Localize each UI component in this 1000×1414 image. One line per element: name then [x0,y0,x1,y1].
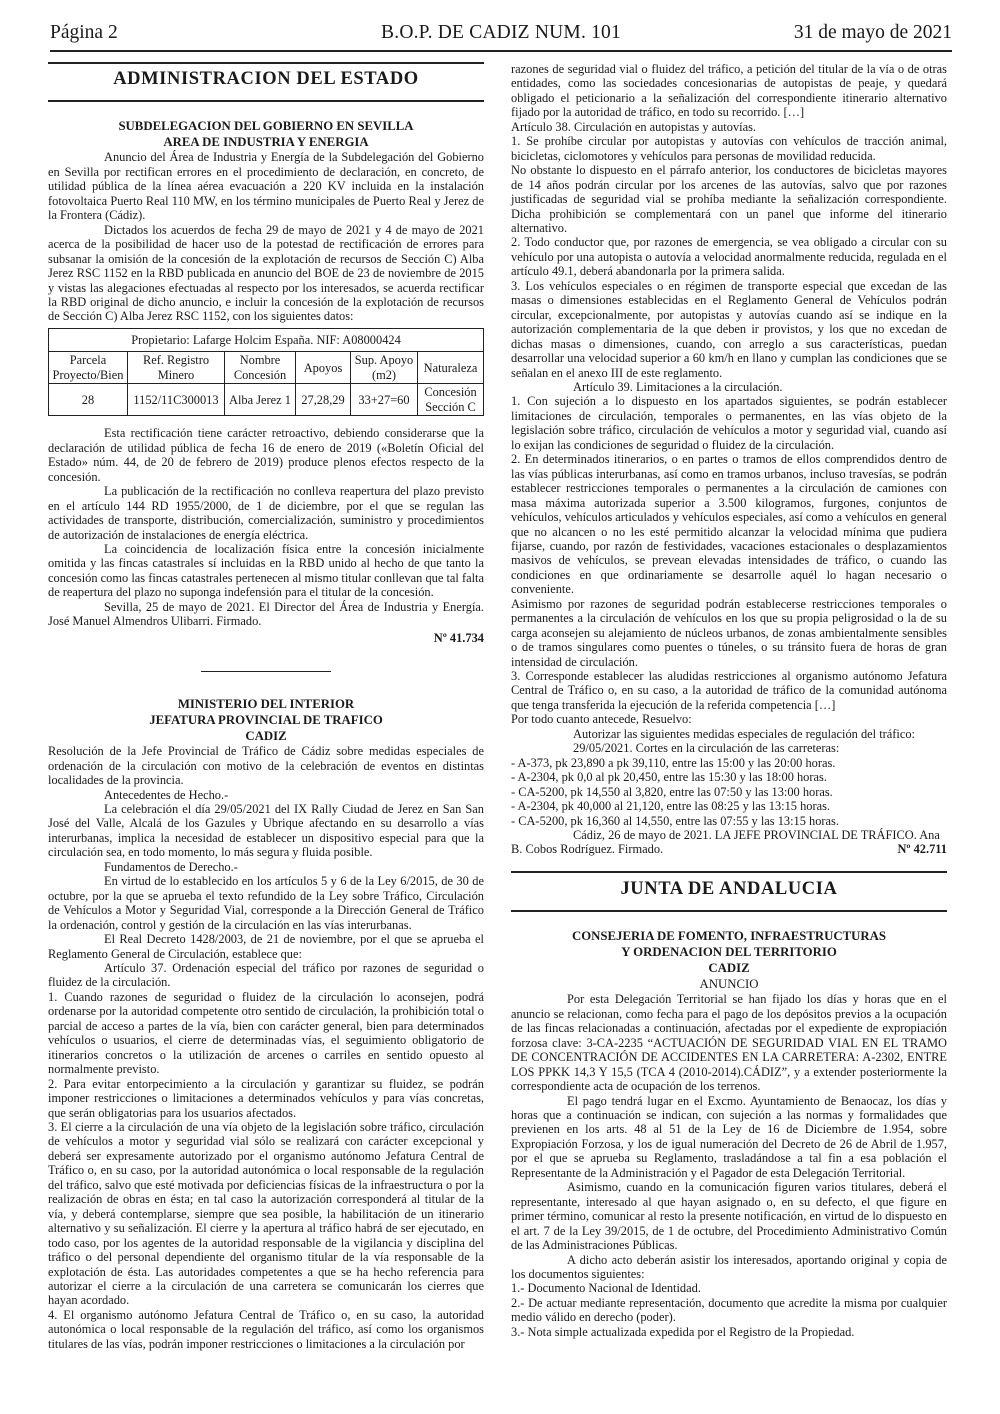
reference-number: Nº 42.711 [897,842,947,857]
paragraph: Asimismo por razones de seguridad podrán establecerse restricciones temporales o permanentes a la circulación de vehículos en los que su propia peligrosidad o la de su carga aconsejen su alejamiento de núcleos urbanos, de zonas ambientalmente sensibles o de tramos singulares como puentes o túneles, o su tránsito fuera de horas de gran intensidad de circulación. [511,596,947,669]
document-item: 2.- De actuar mediante representación, documento que acredite la misma por cualquier medio válido en derecho (poder). [511,1295,947,1325]
paragraph: 2. Para evitar entorpecimiento a la circulación y garantizar su fluidez, se podrán imponer restricciones o limitaciones a determinados vehículos y para vías concretas, que serán obligatorias para los usuarios afectados. [48,1076,484,1120]
left-column [48,62,484,1351]
road-item: - CA-5200, pk 14,550 al 3,820, entre las 07:50 y las 13:00 horas. [511,784,833,799]
paragraph: 1. Cuando razones de seguridad o fluidez de la circulación lo aconsejen, podrá ordenarse por la autoridad competente otro sentido de circulación, la prohibición total o parcial de acceso a partes de la vía, bien con carácter general, bien para determinados vehículos o usuarios, el cierre de determinadas vías, el seguimiento obligatorio de itinerarios concretos o la utilización de arcenes o carriles en sentido opuesto al normalmente previsto. [48,989,484,1077]
table-row [49,384,484,416]
table-header-cell: Parcela Proyecto/Bien [49,352,128,384]
paragraph: 3. El cierre a la circulación de una vía objeto de la legislación sobre tráfico, circulación de vehículos a motor y seguridad vial sólo se realizará con carácter excepcional y deberá ser expresamente autorizado por el organismo autónomo Jefatura Central de Tráfico o, en su caso, por la autoridad autonómica o local responsable de la regulación del tráfico, salvo que esté motivada por deficiencias físicas de la infraestructura o por la realización de obras en ésta; en tal caso la autorización corresponderá al titular de la vía, y deberá contemplarse, siempre que sea posible, la habilitación de un itinerario alternativo y su señalización. El cierre y la apertura al tráfico habrá de ser ejecutado, en todo caso, por los agentes de la autoridad responsable de la vigilancia y disciplina del tráfico o del personal dependiente del organismo titular de la vía responsable de la explotación de ésta. Las autoridades competentes a que se ha hecho referencia para autorizar el cierre a la circulación de una carretera se comunicarán los cierres que hayan acordado. [48,1119,484,1308]
table-cell: 27,28,29 [296,384,351,416]
org-cadiz: CADIZ [708,961,750,976]
paragraph: 2. En determinados itinerarios, o en partes o tramos de ellos comprendidos dentro de las vías públicas interurbanas, así como en tramos urbanos, incluso travesías, se podrán establecer restricciones temporales o permanentes a la circulación de camiones con masa máxima autorizada superior a 3.500 kilogramos, furgones, conjuntos de vehículos, vehículos articulados y vehículos especiales, así como a vehículos en general que no alcancen o no les esté permitido alcanzar la velocidad mínima que pudiera fijarse, cuando, por razón de festividades, vacaciones estacionales o desplazamientos masivos de vehículos, se prevean elevadas intensidades de tráfico, o cuando las condiciones en que ordinariamente se desarrolle aquél lo hagan necesario o conveniente. [511,452,947,597]
paragraph: La celebración el día 29/05/2021 del IX Rally Ciudad de Jerez en San San José del Valle, Alcalá de los Gazules y Ubrique afectando en su desarrollo a vías interurbanas, implica la necesidad de establecer un dispositivo especial para que la circulación sea, en todo momento, lo más segura y fluida posible. [48,802,484,860]
separator-line [201,671,331,672]
paragraph: 2. Todo conductor que, por razones de emergencia, se vea obligado a circular con su vehículo por una autopista o autovía a velocidad anormalmente reducida, regulada en el artículo 49.1, deberá abandonarla por la primera salida. [511,235,947,279]
paragraph: 3. Corresponde establecer las aludidas restricciones al organismo autónomo Jefatura Central de Tráfico o, en su caso, a la autoridad de tráfico de la comunidad autónoma que tenga transferida la ejecución de la referida competencia […] [511,669,947,712]
paragraph: No obstante lo dispuesto en el párrafo anterior, los conductores de bicicletas mayores de 14 años podrán circular por los arcenes de las autovías, salvo que por razones justificadas de seguridad vial se prohíba mediante la señalización correspondiente. Dicha prohibición se complementará con un panel que informe del itinerario alternativo. [511,163,947,235]
paragraph: Asimismo, cuando en la comunicación figuren varios titulares, deberá el representante, interesado al que hayan asignado o, en su defecto, el que figure en primer término, comunicar al resto la presente notificación, en virtud de lo dispuesto en el art. 7 de la Ley 39/2015, de 1 de octubre, del Procedimiento Administrativo Común de las Administraciones Públicas. [511,1180,947,1253]
reference-number: Nº 41.734 [433,630,484,645]
section-title-administracion: ADMINISTRACION DEL ESTADO [48,62,484,102]
paragraph: El pago tendrá lugar en el Excmo. Ayuntamiento de Benaocaz, los días y horas que a continuación se indican, con sujeción a las normas y formalidades que previenen en los arts. 48 al 51 de la Ley de 16 de Diciembre de 1.954, sobre Expropiación Forzosa, y los de igual numeración del Decreto de 26 de Abril de 1.957, por el que se aprueba su Reglamento, trasladándose a tal fin a esa población el Representante de la Administración y el Pagador de esta Delegación Territorial. [511,1093,947,1180]
subheading: Antecedentes de Hecho.- [104,787,229,802]
page-number: Página 2 [50,22,118,43]
table-header-cell: Sup. Apoyo (m2) [351,352,418,384]
org-jefatura: JEFATURA PROVINCIAL DE TRAFICO [149,713,383,728]
org-area-industria: AREA DE INDUSTRIA Y ENERGIA [163,135,369,150]
table-cell: Alba Jerez 1 [225,384,296,416]
paragraph: Por esta Delegación Territorial se han fijado los días y horas que en el anuncio se relacionan, como fecha para el pago de los depósitos previos a la ocupación de las fincas relacionadas a continuación, afectadas por el expediente de expropiación forzosa clave: 3-CA-2235 “ACTUACIÓN DE SEGURIDAD VIAL EN EL TRAMO DE CONCENTRACIÓN DE ACCIDENTES EN LA CARRETERA: A-2302, ENTRE LOS PPKK 14,3 Y 15,5 (TCA 4 (2010-2014).CÁDIZ”, y a extender posteriormente la correspondiente acta de ocupación de los terrenos. [511,992,947,1094]
paragraph: En virtud de lo establecido en los artículos 5 y 6 de la Ley 6/2015, de 30 de octubre, por la que se aprueba el texto refundido de la Ley sobre Tráfico, Circulación de Vehículos a Motor y Seguridad Vial, corresponde a la Dirección General de Tráfico la ordenación, control y gestión de la circulación en las vías interurbanas. [48,874,484,932]
table-header-cell: Naturaleza [418,352,484,384]
paragraph: Esta rectificación tiene carácter retroactivo, debiendo considerarse que la declaración de utilidad pública de fecha 16 de enero de 2019 («Boletín Oficial del Estado» núm. 44, de 20 de febrero de 2019) produce plenos efectos respecto de la concesión. [48,426,484,484]
org-consejeria: CONSEJERIA DE FOMENTO, INFRAESTRUCTURAS [571,929,887,944]
org-subdelegacion: SUBDELEGACION DEL GOBIERNO EN SEVILLA [118,119,414,134]
road-item: - A-2304, pk 0,0 al pk 20,450, entre las 15:30 y las 18:00 horas. [511,770,827,785]
document-item: 3.- Nota simple actualizada expedida por el Registro de la Propiedad. [511,1324,855,1339]
paragraph: 4. El organismo autónomo Jefatura Central de Tráfico o, en su caso, la autoridad autonómica o local responsable de la regulación del tráfico, así como los organismos titulares de las vías, podrán imponer restricciones o limitaciones a la circulación por [48,1307,484,1351]
paragraph: Artículo 38. Circulación en autopistas y autovías. [511,119,757,134]
road-item: - A-2304, pk 40,000 al 21,120, entre las 08:25 y las 13:15 horas. [511,799,831,814]
signature-paragraph: Cádiz, 26 de mayo de 2021. LA JEFE PROVINCIAL DE TRÁFICO. Ana [573,828,940,843]
section-title-junta: JUNTA DE ANDALUCIA [511,871,947,912]
publication-date: 31 de mayo de 2021 [793,22,952,43]
paragraph: Resolución de la Jefe Provincial de Tráfico de Cádiz sobre medidas especiales de ordenación de la circulación con motivo de la celebración de eventos en distintas localidades de la provincia. [48,744,484,788]
table-cell: 1152/11C300013 [128,384,225,416]
table-header-cell: Nombre Concesión [225,352,296,384]
right-column [511,62,947,1339]
table-header-row [49,352,484,384]
signature-name: B. Cobos Rodríguez. Firmado. [511,842,664,857]
paragraph: Artículo 37. Ordenación especial del tráfico por razones de seguridad o fluidez de la circulación. [48,960,484,990]
paragraph: 3. Los vehículos especiales o en régimen de transporte especial que excedan de las masas o dimensiones establecidas en el Reglamento General de Vehículos podrán circular, excepcionalmente, por autopistas y autovías cuando así se indique en la autorización complementaria de la que deben ir provistos, y los que no excedan de dichas masas o dimensiones, cuando, con arreglo a sus características, puedan desarrollar una velocidad superior a 60 km/h en llano y cumplan las condiciones que se señalan en el anexo III de este reglamento. [511,278,947,380]
paragraph: 1. Se prohíbe circular por autopistas y autovías con vehículos de tracción animal, bicicletas, ciclomotores y vehículos para personas de movilidad reducida. [511,134,947,163]
table-cell: 28 [49,384,128,416]
table-header-cell: Apoyos [296,352,351,384]
org-cadiz: CADIZ [245,729,287,744]
paragraph: Autorizar las siguientes medidas especiales de regulación del tráfico: [573,726,915,741]
table-cell: 33+27=60 [351,384,418,416]
paragraph: A dicho acto deberán asistir los interesados, aportando original y copia de los documentos siguientes: [511,1252,947,1281]
road-item: - CA-5200, pk 16,360 al 14,550, entre las 07:55 y las 13:15 horas. [511,813,839,828]
paragraph: La publicación de la rectificación no conlleva reapertura del plazo previsto en el artículo 144 RD 1955/2000, de 1 de diciembre, por el que se regulan las actividades de transporte, distribución, comercialización, suministro y procedimientos de autorización de instalaciones de energía eléctrica. [48,484,484,542]
paragraph: 1. Con sujeción a lo dispuesto en los apartados siguientes, se podrán establecer limitaciones de circulación, temporales o permanentes, en las vías objeto de la legislación sobre tráfico, circulación de vehículos a motor y seguridad vial, cuando así lo exijan las condiciones de seguridad o fluidez de la circulación. [511,394,947,452]
document-item: 1.- Documento Nacional de Identidad. [511,1281,701,1296]
org-ordenacion: Y ORDENACION DEL TERRITORIO [621,945,837,960]
paragraph: Dictados los acuerdos de fecha 29 de mayo de 2021 y 4 de mayo de 2021 acerca de la posibilidad de hacer uso de la potestad de rectificación de errores para subsanar la omisión de la concesión de la explotación de recursos de Sección C) Alba Jerez RSC 1152 en la RBD publicada en anuncio del BOE de 23 de noviembre de 2015 y vistas las alegaciones efectuadas al respecto por los interesados, se acuerda rectificar la RBD original de dicho anuncio, e incluir la concesión de la explotación de recursos de Sección C) Alba Jerez RSC 1152, con los siguientes datos: [48,222,484,324]
table-owner-cell: Propietario: Lafarge Holcim España. NIF: A08000424 [49,328,484,352]
signature-line [511,842,947,856]
subheading: Fundamentos de Derecho.- [104,859,238,874]
paragraph: razones de seguridad vial o fluidez del tráfico, a petición del titular de la vía o de otras entidades, como las sociedades concesionarias de autopistas de peaje, y quedará obligado el peticionario a la señalización del correspondiente itinerario alternativo fijado por la autoridad de tráfico, en todo su recorrido. […] [511,62,947,120]
paragraph: El Real Decreto 1428/2003, de 21 de noviembre, por el que se aprueba el Reglamento General de Circulación, establece que: [48,932,484,961]
publication-title: B.O.P. DE CADIZ NUM. 101 [381,22,621,43]
anuncio-label: ANUNCIO [699,977,759,992]
road-item: - A-373, pk 23,890 a pk 39,110, entre las 15:00 y las 20:00 horas. [511,755,836,770]
table-header-cell: Ref. Registro Minero [128,352,225,384]
paragraph: Anuncio del Área de Industria y Energía de la Subdelegación del Gobierno en Sevilla por rectifican errores en el procedimiento de declaración, en concreto, de utilidad pública de la línea aérea evacuación a 220 KV incluida en la instalación fotovoltaica Puerto Real 110 MW, en los término municipales de Puerto Real y Jerez de la Frontera (Cádiz). [48,150,484,223]
paragraph: Por todo cuanto antecede, Resuelvo: [511,712,692,727]
page-header [50,18,952,52]
paragraph: 29/05/2021. Cortes en la circulación de las carreteras: [573,741,840,756]
paragraph: La coincidencia de localización física entre la concesión inicialmente omitida y las fincas catastrales sí incluidas en la RBD unido al hecho de que tanto la concesión como las fincas catastrales pertenecen al mismo titular conllevan que tal falta de reapertura del plazo no suponga indefensión para el titular de la concesión. [48,542,484,600]
concession-table [48,328,484,417]
paragraph: Artículo 39. Limitaciones a la circulación. [573,379,783,394]
table-cell: Concesión Sección C [418,384,484,416]
signature-paragraph: Sevilla, 25 de mayo de 2021. El Director del Área de Industria y Energía. José Manuel Almendros Ulibarri. Firmado. [48,599,484,629]
org-ministerio: MINISTERIO DEL INTERIOR [177,697,355,712]
